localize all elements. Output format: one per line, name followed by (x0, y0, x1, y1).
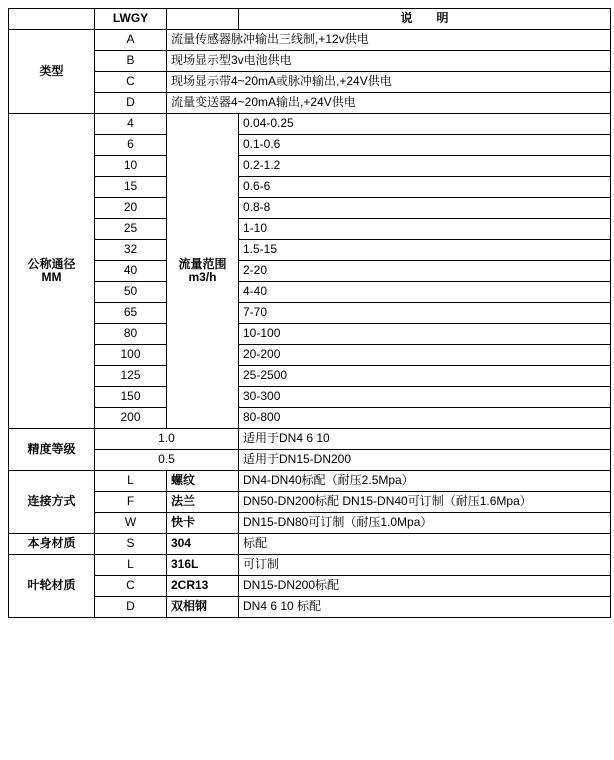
specification-table (8, 8, 611, 618)
impeller-desc-d: DN4 6 10 标配 (239, 597, 611, 618)
table-row (9, 513, 611, 534)
table-row (9, 135, 611, 156)
table-row (9, 345, 611, 366)
table-row (9, 366, 611, 387)
table-row (9, 51, 611, 72)
header-cell-blank (9, 9, 95, 30)
type-desc-b: 现场显示型3v电池供电 (167, 51, 611, 72)
connection-name-l: 螺纹 (167, 471, 239, 492)
impeller-code-d: D (95, 597, 167, 618)
table-row (9, 198, 611, 219)
table-row (9, 429, 611, 450)
table-row (9, 282, 611, 303)
body-material-desc-s: 标配 (239, 534, 611, 555)
type-desc-d: 流量变送器4~20mA输出,+24V供电 (167, 93, 611, 114)
dn-code-150: 150 (95, 387, 167, 408)
table-row (9, 387, 611, 408)
row-label-connection: 连接方式 (9, 471, 95, 534)
accuracy-code-05: 0.5 (95, 450, 239, 471)
table-row (9, 492, 611, 513)
dn-flow-25: 1-10 (239, 219, 611, 240)
row-label-type: 类型 (9, 30, 95, 114)
table-row (9, 534, 611, 555)
nominal-diameter-line1: 公称通径 (27, 256, 76, 271)
dn-code-10: 10 (95, 156, 167, 177)
table-row (9, 261, 611, 282)
type-code-a: A (95, 30, 167, 51)
dn-code-40: 40 (95, 261, 167, 282)
table-row (9, 240, 611, 261)
body-material-code-s: S (95, 534, 167, 555)
header-cell-description: 说 明 (239, 9, 611, 30)
dn-code-125: 125 (95, 366, 167, 387)
type-code-b: B (95, 51, 167, 72)
dn-code-100: 100 (95, 345, 167, 366)
dn-flow-10: 0.2-1.2 (239, 156, 611, 177)
dn-code-25: 25 (95, 219, 167, 240)
impeller-desc-c: DN15-DN200标配 (239, 576, 611, 597)
impeller-desc-l: 可订制 (239, 555, 611, 576)
type-desc-c: 现场显示带4~20mA或脉冲输出,+24V供电 (167, 72, 611, 93)
dn-code-65: 65 (95, 303, 167, 324)
dn-flow-100: 20-200 (239, 345, 611, 366)
dn-flow-200: 80-800 (239, 408, 611, 429)
dn-flow-50: 4-40 (239, 282, 611, 303)
flow-range-line2: m3/h (188, 270, 217, 284)
row-label-accuracy: 精度等级 (9, 429, 95, 471)
connection-code-f: F (95, 492, 167, 513)
table-row (9, 156, 611, 177)
dn-flow-15: 0.6-6 (239, 177, 611, 198)
row-label-impeller-material: 叶轮材质 (9, 555, 95, 618)
type-code-d: D (95, 93, 167, 114)
dn-flow-150: 30-300 (239, 387, 611, 408)
dn-code-20: 20 (95, 198, 167, 219)
table-row (9, 324, 611, 345)
connection-desc-f: DN50-DN200标配 DN15-DN40可订制（耐压1.6Mpa） (239, 492, 611, 513)
flow-range-line1: 流量范围 (178, 256, 227, 271)
table-row (9, 72, 611, 93)
connection-name-f: 法兰 (167, 492, 239, 513)
dn-flow-20: 0.8-8 (239, 198, 611, 219)
connection-desc-l: DN4-DN40标配（耐压2.5Mpa） (239, 471, 611, 492)
impeller-name-d: 双相钢 (167, 597, 239, 618)
table-row (9, 576, 611, 597)
table-row (9, 450, 611, 471)
connection-name-w: 快卡 (167, 513, 239, 534)
flow-range-label (167, 114, 239, 429)
dn-flow-65: 7-70 (239, 303, 611, 324)
table-row (9, 303, 611, 324)
header-cell-blank2 (167, 9, 239, 30)
dn-flow-32: 1.5-15 (239, 240, 611, 261)
dn-flow-80: 10-100 (239, 324, 611, 345)
table-row (9, 471, 611, 492)
connection-desc-w: DN15-DN80可订制（耐压1.0Mpa） (239, 513, 611, 534)
row-label-nominal-diameter (9, 114, 95, 429)
table-row (9, 219, 611, 240)
table-row (9, 408, 611, 429)
table-row (9, 93, 611, 114)
accuracy-desc-1: 适用于DN4 6 10 (239, 429, 611, 450)
header-cell-model: LWGY (95, 9, 167, 30)
dn-code-6: 6 (95, 135, 167, 156)
body-material-name-s: 304 (167, 534, 239, 555)
dn-flow-125: 25-2500 (239, 366, 611, 387)
dn-code-4: 4 (95, 114, 167, 135)
connection-code-w: W (95, 513, 167, 534)
accuracy-desc-05: 适用于DN15-DN200 (239, 450, 611, 471)
dn-code-200: 200 (95, 408, 167, 429)
type-code-c: C (95, 72, 167, 93)
type-desc-a: 流量传感器脉冲输出三线制,+12v供电 (167, 30, 611, 51)
dn-flow-4: 0.04-0.25 (239, 114, 611, 135)
connection-code-l: L (95, 471, 167, 492)
impeller-code-l: L (95, 555, 167, 576)
dn-code-32: 32 (95, 240, 167, 261)
table-row (9, 555, 611, 576)
impeller-name-c: 2CR13 (167, 576, 239, 597)
impeller-name-l: 316L (167, 555, 239, 576)
accuracy-code-1: 1.0 (95, 429, 239, 450)
table-row (9, 30, 611, 51)
nominal-diameter-line2: MM (41, 270, 62, 284)
dn-flow-40: 2-20 (239, 261, 611, 282)
dn-code-15: 15 (95, 177, 167, 198)
dn-flow-6: 0.1-0.6 (239, 135, 611, 156)
table-header-row (9, 9, 611, 30)
dn-code-50: 50 (95, 282, 167, 303)
table-row (9, 114, 611, 135)
row-label-body-material: 本身材质 (9, 534, 95, 555)
table-row (9, 597, 611, 618)
dn-code-80: 80 (95, 324, 167, 345)
impeller-code-c: C (95, 576, 167, 597)
table-row (9, 177, 611, 198)
